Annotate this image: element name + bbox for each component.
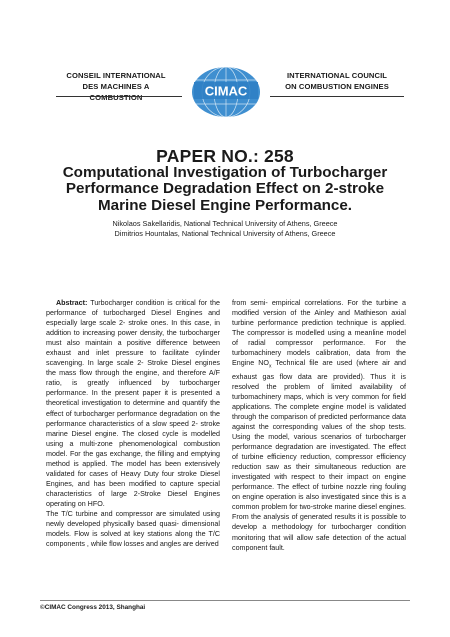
header-rule-left <box>56 96 182 97</box>
paper-number: PAPER NO.: 258 <box>156 146 294 166</box>
footer-rule <box>40 600 410 601</box>
cimac-logo <box>188 62 264 118</box>
abstract-text: Technical file are used (where air and exhaust gas flow data are provided). Thus it is resolved the problem of limited availability of turbomachinery maps, which is very common for field applications. The complete engine model is validated through the comparison of predicted performance data against the corresponding values of the shop tests. Using the model, various scenarios of turbocharger performance degradation are investigated. The effect of turbine efficiency reduction, compressor efficiency reduction saw as their simultaneous reduction are investigated with respect to their impact on engine performance. The effect of turbine nozzle ring fouling on engine operation is also investigated since this is a common problem for two-stroke marine diesel engines. From the analysis of generated results it is possible to develop a methodology for turbocharger condition monitoring that will allow safe detection of the actual component fault. <box>232 359 406 552</box>
org-name-english-line1: INTERNATIONAL COUNCIL <box>286 71 388 80</box>
title-line: Performance Degradation Effect on 2-stroke <box>65 180 385 198</box>
paper-title <box>50 165 400 214</box>
org-name-english <box>273 70 401 92</box>
nox-subscript: x <box>268 363 272 370</box>
logo-text: CIMAC <box>204 83 248 99</box>
abstract-text: Turbocharger condition is critical for the performance of turbocharged Diesel Engines and especially large scale 2- stroke ones. In this case, in addition to increasing power density, the turbocharger must also maintain a positive difference between exhaust and inlet pressure to facilitate cylinder scavenging. In large scale 2- Stroke Diesel engines the mass flow through the engine, and therefore A/F ratio, is greatly influenced by turbocharger performance. In the present paper it is presented a theoretical investigation to determine and quantify the effect of turbocharger performance degradation on the performance characteristics of a slow speed 2- stroke marine Diesel engine. The closed cycle is modelled using a multi-zone phenomenological combustion model. For the gas exchange, the filling and emptying method is applied. The model has been extensively validated for cases of Heavy Duty four stroke Diesel Engines, and has been modified to capture special characteristics of large 2-Stroke Diesel Engines operating on HFO. <box>46 299 220 508</box>
header-rule-right <box>270 96 404 97</box>
abstract-label: Abstract: <box>56 299 88 307</box>
title-line: Marine Diesel Engine Performance. <box>97 196 353 214</box>
org-name-french-line1: CONSEIL INTERNATIONAL <box>66 71 166 80</box>
org-name-english-line2: ON COMBUSTION ENGINES <box>285 82 389 91</box>
org-name-french <box>56 70 176 103</box>
abstract-paragraph <box>232 298 406 553</box>
abstract-column-left <box>46 298 220 549</box>
abstract-text: from semi- empirical correlations. For the turbine a modified version of the Ainley and Mathieson axial turbine performance prediction technique is applied. The compressor is modelled using a meanline model of radial compressor performance. For the turbomachinery models calibration, data from the Engine NO <box>232 299 406 368</box>
abstract-paragraph <box>46 298 220 509</box>
footer-copyright: ©CIMAC Congress 2013, Shanghai <box>40 604 146 611</box>
author-line: Nikolaos Sakellaridis, National Technical University of Athens, Greece <box>112 219 338 228</box>
author-line: Dimitrios Hountalas, National Technical University of Athens, Greece <box>114 229 336 238</box>
abstract-paragraph: The T/C turbine and compressor are simulated using newly developed physically based quasi- dimensional models. Flow is solved at key stations along the T/C components , while flow losses and angles are derived <box>46 509 220 549</box>
title-line: Computational Investigation of Turbocharger <box>62 164 388 181</box>
org-name-french-line2: DES MACHINES A COMBUSTION <box>82 82 150 102</box>
abstract-column-right <box>232 298 406 553</box>
